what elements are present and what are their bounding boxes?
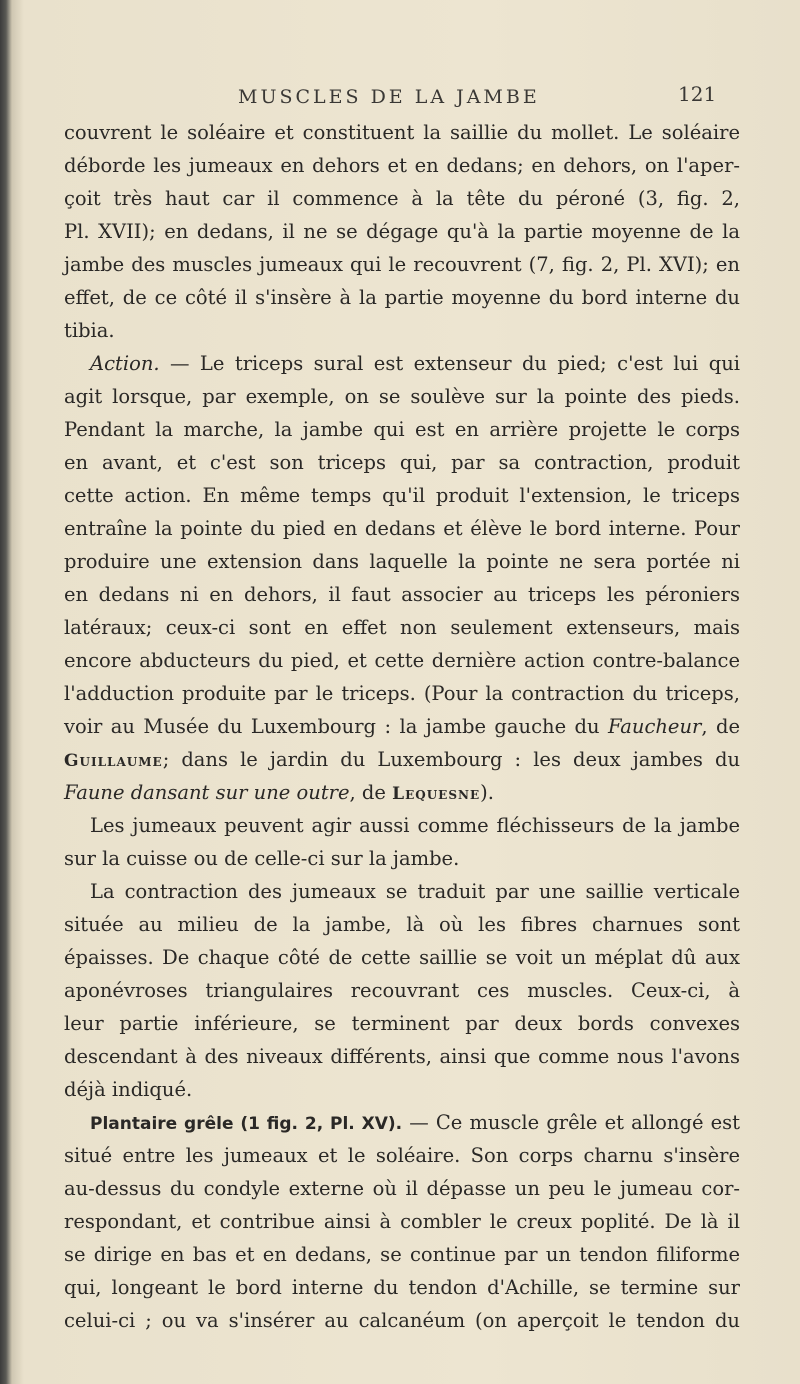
text-line: latéraux; ceux-ci sont en effet non seulement extenseurs, mais xyxy=(64,616,740,639)
text-line: çoit très haut car il commence à la tête du péroné (3, fig. 2, xyxy=(64,187,740,210)
text-run: , de xyxy=(701,715,741,738)
text-line: Les jumeaux peuvent agir aussi comme fléchisseurs de la jambe xyxy=(90,814,740,837)
text-line xyxy=(64,776,740,809)
text-line: Pendant la marche, la jambe qui est en arrière projette le corps xyxy=(64,418,740,441)
text-line: Pl. XVII); en dedans, il ne se dégage qu'à la partie moyenne de la xyxy=(64,220,740,243)
text-line: respondant, et contribue ainsi à combler le creux poplité. De là il xyxy=(64,1210,740,1233)
text-line: situé entre les jumeaux et le soléaire. Son corps charnu s'insère xyxy=(64,1144,740,1167)
text-line: produire une extension dans laquelle la pointe ne sera portée ni xyxy=(64,550,740,573)
text-line: déjà indiqué. xyxy=(64,1078,193,1101)
text-line: agit lorsque, par exemple, on se soulève sur la pointe des pieds. xyxy=(64,385,740,408)
text-run: ). xyxy=(480,781,494,804)
text-line: au-dessus du condyle externe où il dépasse un peu le jumeau cor- xyxy=(64,1177,740,1200)
artist-name: Lequesne xyxy=(392,784,481,804)
artwork-title: Faucheur xyxy=(608,715,702,738)
text-line: en dedans ni en dehors, il faut associer au triceps les péroniers xyxy=(64,583,740,606)
text-line: couvrent le soléaire et constituent la saillie du mollet. Le soléaire xyxy=(64,121,740,144)
text-line: qui, longeant le bord interne du tendon d'Achille, se termine sur xyxy=(64,1276,740,1299)
text-line: celui-ci ; ou va s'insérer au calcanéum (on aperçoit le tendon du xyxy=(64,1309,740,1332)
section-heading-action: Action. xyxy=(90,352,160,375)
text-line: encore abducteurs du pied, et cette dernière action contre-balance xyxy=(64,649,740,672)
text-line: descendant à des niveaux différents, ainsi que comme nous l'avons xyxy=(64,1045,740,1068)
text-line: tibia. xyxy=(64,319,115,342)
text-line xyxy=(64,743,740,776)
text-line xyxy=(64,1106,740,1139)
body-text xyxy=(64,116,740,1337)
page-number: 121 xyxy=(678,82,717,106)
artist-name: Guillaume xyxy=(64,751,163,771)
text-line: leur partie inférieure, se terminent par deux bords convexes xyxy=(64,1012,740,1035)
text-line: La contraction des jumeaux se traduit par une saillie verticale xyxy=(90,880,740,903)
text-line: jambe des muscles jumeaux qui le recouvrent (7, fig. 2, Pl. XVI); en xyxy=(64,253,740,276)
text-line: sur la cuisse ou de celle-ci sur la jambe. xyxy=(64,847,460,870)
text-line: entraîne la pointe du pied en dedans et élève le bord interne. Pour xyxy=(64,517,740,540)
text-line: déborde les jumeaux en dehors et en dedans; en dehors, on l'aper- xyxy=(64,154,740,177)
text-line: en avant, et c'est son triceps qui, par sa contraction, produit xyxy=(64,451,740,474)
text-line: l'adduction produite par le triceps. (Pour la contraction du triceps, xyxy=(64,682,740,705)
section-heading-plantaire: Plantaire grêle (1 fig. 2, Pl. XV). xyxy=(90,1114,403,1134)
text-line xyxy=(64,710,740,743)
text-run: ; dans le jardin du Luxembourg : les deux jambes du xyxy=(162,748,740,771)
text-line: située au milieu de la jambe, là où les fibres charnues sont xyxy=(64,913,740,936)
text-line: épaisses. De chaque côté de cette saillie se voit un méplat dû aux xyxy=(64,946,740,969)
text-line: se dirige en bas et en dedans, se continue par un tendon filiforme xyxy=(64,1243,740,1266)
text-run: — Le triceps sural est extenseur du pied; c'est lui qui xyxy=(159,352,740,375)
text-line: effet, de ce côté il s'insère à la partie moyenne du bord interne du xyxy=(64,286,740,309)
page-header xyxy=(0,82,800,116)
text-line: cette action. En même temps qu'il produit l'extension, le triceps xyxy=(64,484,740,507)
running-title: MUSCLES DE LA JAMBE xyxy=(238,86,540,108)
text-line xyxy=(64,347,740,380)
text-run: voir au Musée du Luxembourg : la jambe gauche du xyxy=(64,715,609,738)
artwork-title: Faune dansant sur une outre xyxy=(64,781,350,804)
text-line: aponévroses triangulaires recouvrant ces muscles. Ceux-ci, à xyxy=(64,979,740,1002)
text-run: — Ce muscle grêle et allongé est xyxy=(402,1111,741,1134)
text-run: , de xyxy=(349,781,393,804)
